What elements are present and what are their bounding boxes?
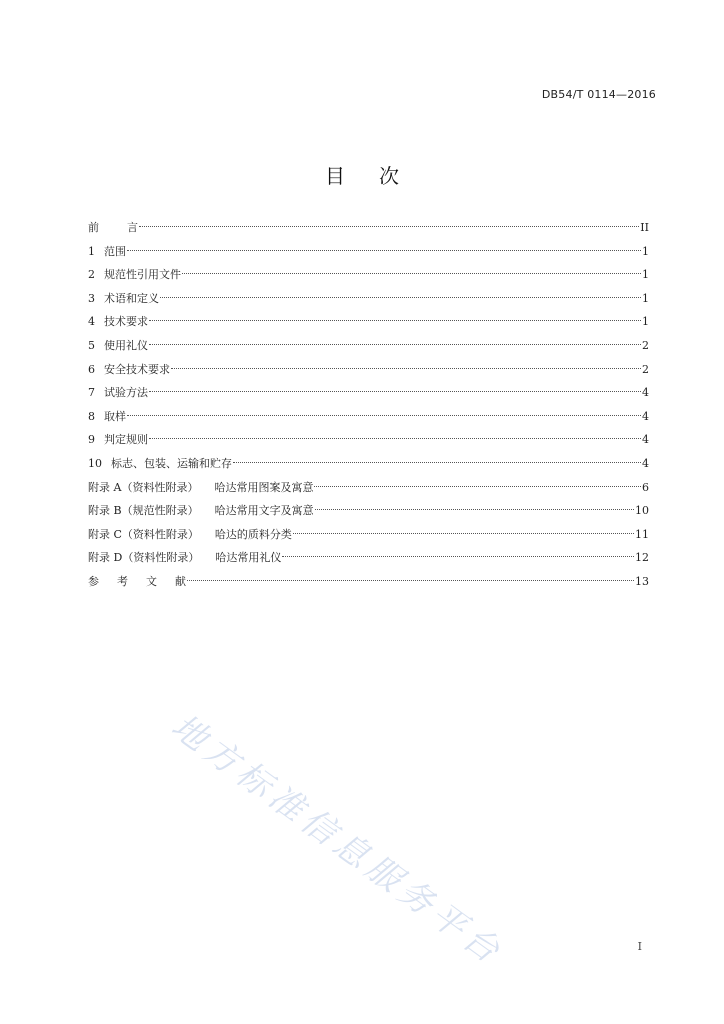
toc-page-number: 4 [642, 456, 649, 470]
toc-entry-number: 2 [88, 268, 95, 282]
toc-leader-dots [187, 580, 634, 581]
toc-annex-tag: 附录 B（规范性附录） [88, 504, 199, 518]
toc-entry[interactable] [88, 240, 649, 264]
table-of-contents [88, 216, 649, 594]
toc-entry-label: 前 言 [88, 221, 138, 234]
toc-leader-dots [314, 486, 641, 487]
document-code: DB54/T 0114—2016 [541, 88, 656, 101]
toc-page-number: 13 [635, 574, 649, 588]
toc-entry-label [88, 523, 292, 547]
toc-entry[interactable] [88, 263, 649, 287]
page-number: I [637, 940, 642, 953]
toc-entry-number: 9 [88, 433, 95, 447]
toc-entry-title: 术语和定义 [104, 291, 159, 305]
toc-entry-title: 判定规则 [104, 433, 148, 447]
toc-entry-title: 技术要求 [104, 315, 148, 329]
toc-leader-dots [127, 250, 641, 251]
toc-leader-dots [315, 509, 634, 510]
toc-entry-label [88, 334, 148, 358]
toc-entry[interactable] [88, 546, 649, 570]
toc-entry[interactable] [88, 570, 649, 594]
toc-page-number: 1 [642, 315, 649, 329]
toc-leader-dots [149, 391, 641, 392]
toc-annex-tag: 附录 C（资料性附录） [88, 527, 199, 541]
toc-entry-number: 1 [88, 244, 95, 258]
toc-page-number: II [640, 221, 649, 234]
toc-title-char: 次 [379, 164, 399, 188]
toc-page-number: 1 [642, 291, 649, 305]
toc-entry-title: 哈达的质料分类 [214, 527, 292, 541]
toc-page-number: 4 [642, 433, 649, 447]
toc-entry-label [88, 263, 181, 287]
toc-entry-label [88, 287, 159, 311]
toc-page-number: 2 [642, 338, 649, 352]
toc-entry[interactable] [88, 405, 649, 429]
toc-entry-label [88, 546, 281, 570]
toc-entry-label [88, 381, 148, 405]
toc-entry-label [88, 428, 148, 452]
toc-title-char: 目 [325, 164, 345, 188]
toc-page-number: 11 [635, 527, 649, 541]
toc-entry[interactable] [88, 334, 649, 358]
toc-title [0, 160, 724, 189]
toc-entry[interactable] [88, 310, 649, 334]
toc-entry-label [88, 476, 313, 500]
toc-page-number: 4 [642, 386, 649, 400]
toc-entry[interactable] [88, 216, 649, 240]
toc-entry-number: 4 [88, 315, 95, 329]
toc-leader-dots [160, 297, 641, 298]
toc-entry-label [88, 452, 232, 476]
toc-entry[interactable] [88, 476, 649, 500]
toc-page-number: 2 [642, 362, 649, 376]
toc-entry-label [88, 240, 126, 264]
toc-entry-label [88, 405, 126, 429]
toc-leader-dots [293, 533, 634, 534]
toc-leader-dots [282, 556, 634, 557]
toc-entry-title: 哈达常用文字及寓意 [214, 504, 314, 518]
toc-page-number: 12 [635, 551, 649, 565]
toc-leader-dots [182, 273, 641, 274]
toc-entry-title: 范围 [104, 244, 126, 258]
toc-entry-title: 哈达常用礼仪 [215, 551, 282, 565]
toc-entry-title: 使用礼仪 [104, 338, 148, 352]
toc-entry[interactable] [88, 428, 649, 452]
toc-entry-label: 参 考 文 献 [88, 574, 186, 588]
toc-leader-dots [149, 320, 641, 321]
toc-leader-dots [149, 344, 641, 345]
toc-leader-dots [171, 368, 641, 369]
toc-entry-title: 取样 [104, 409, 126, 423]
toc-page-number: 1 [642, 244, 649, 258]
toc-leader-dots [127, 415, 641, 416]
toc-annex-tag: 附录 D（资料性附录） [88, 551, 200, 565]
toc-entry-title: 试验方法 [104, 386, 148, 400]
toc-entry-label [88, 499, 314, 523]
toc-entry-title: 安全技术要求 [104, 362, 170, 376]
toc-entry-title: 哈达常用图案及寓意 [214, 480, 314, 494]
toc-entry-label [88, 358, 170, 382]
toc-page-number: 6 [642, 480, 649, 494]
toc-entry[interactable] [88, 381, 649, 405]
toc-entry[interactable] [88, 358, 649, 382]
toc-entry[interactable] [88, 523, 649, 547]
toc-leader-dots [149, 438, 641, 439]
toc-page-number: 10 [635, 504, 649, 518]
toc-entry-number: 10 [88, 456, 102, 470]
toc-leader-dots [139, 226, 639, 227]
toc-entry-label [88, 310, 148, 334]
toc-entry[interactable] [88, 499, 649, 523]
watermark: 地方标准信息服务平台 [163, 706, 511, 974]
toc-leader-dots [233, 462, 641, 463]
toc-entry-number: 6 [88, 362, 95, 376]
toc-entry-number: 5 [88, 338, 95, 352]
toc-entry-title: 规范性引用文件 [104, 268, 181, 282]
toc-page-number: 4 [642, 409, 649, 423]
toc-entry-number: 8 [88, 409, 95, 423]
toc-page-number: 1 [642, 268, 649, 282]
toc-entry-number: 3 [88, 291, 95, 305]
toc-entry[interactable] [88, 287, 649, 311]
toc-entry-number: 7 [88, 386, 95, 400]
toc-entry-title: 标志、包装、运输和贮存 [111, 456, 232, 470]
toc-annex-tag: 附录 A（资料性附录） [88, 480, 199, 494]
toc-entry[interactable] [88, 452, 649, 476]
